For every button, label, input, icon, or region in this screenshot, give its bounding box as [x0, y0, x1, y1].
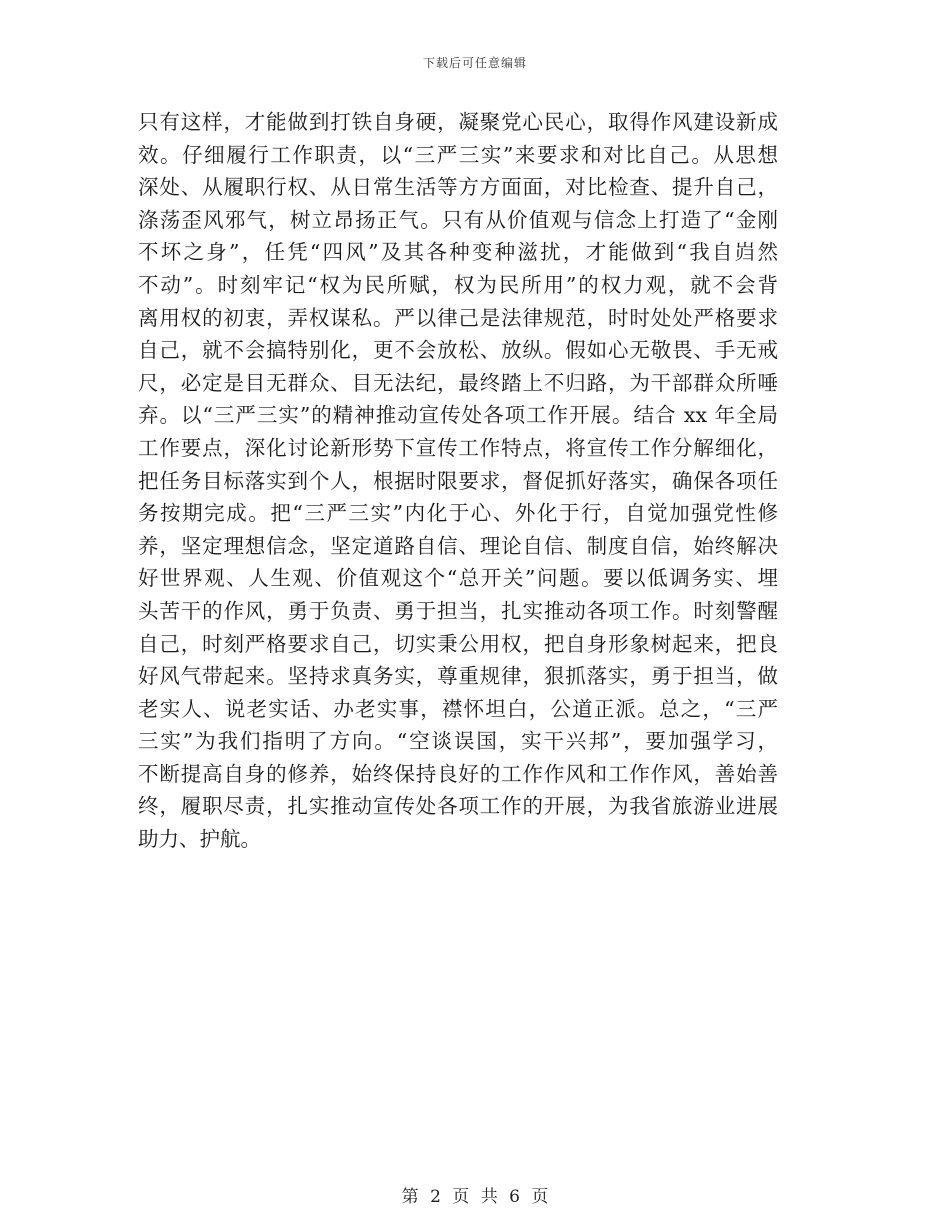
text-line: 不断提高自身的修养，始终保持良好的工作作风和工作作风，善始善 — [138, 761, 778, 786]
text-line: 自己，时刻严格要求自己，切实秉公用权，把自身形象树起来，把良 — [138, 631, 778, 656]
text-line: 工作要点，深化讨论新形势下宣传工作特点，将宣传工作分解细化， — [138, 435, 778, 460]
page-header: 下载后可任意编辑 — [422, 56, 527, 70]
text-line: 自己，就不会搞特别化，更不会放松、放纵。假如心无敬畏、手无戒 — [138, 338, 778, 363]
text-line: 不坏之身”，任凭“四风”及其各种变种滋扰，才能做到“我自岿然 — [138, 240, 778, 265]
text-line: 好世界观、人生观、价值观这个“总开关”问题。要以低调务实、埋 — [138, 566, 778, 591]
text-line: 助力、护航。 — [138, 827, 261, 852]
text-line: 老实人、说老实话、办老实事，襟怀坦白，公道正派。总之，“三严 — [138, 696, 778, 721]
text-line: 深处、从履职行权、从日常生活等方方面面，对比检查、提升自己， — [138, 175, 778, 200]
text-line: 把任务目标落实到个人，根据时限要求，督促抓好落实，确保各项任 — [138, 468, 778, 493]
body-paragraph — [138, 106, 778, 856]
text-line: 只有这样，才能做到打铁自身硬，凝聚党心民心，取得作风建设新成 — [138, 110, 778, 134]
text-line: 弃。以“三严三实”的精神推动宣传处各项工作开展。结合 xx 年全局 — [138, 403, 778, 428]
text-line: 三实”为我们指明了方向。“空谈误国，实干兴邦”，要加强学习， — [138, 729, 778, 754]
text-line: 涤荡歪风邪气，树立昂扬正气。只有从价值观与信念上打造了“金刚 — [138, 207, 778, 232]
text-line: 好风气带起来。坚持求真务实，尊重规律，狠抓落实，勇于担当，做 — [138, 664, 778, 689]
text-line: 不动”。时刻牢记“权为民所赋，权为民所用”的权力观，就不会背 — [138, 272, 778, 297]
text-line: 效。仔细履行工作职责，以“三严三实”来要求和对比自己。从思想 — [138, 142, 778, 167]
text-line: 尺，必定是目无群众、目无法纪，最终踏上不归路，为干部群众所唾 — [138, 370, 778, 395]
page-number: 第 2 页 共 6 页 — [401, 1187, 549, 1207]
text-line: 务按期完成。把“三严三实”内化于心、外化于行，自觉加强党性修 — [138, 501, 778, 526]
text-line: 头苦干的作风，勇于负责、勇于担当，扎实推动各项工作。时刻警醒 — [138, 598, 778, 623]
text-line: 养，坚定理想信念，坚定道路自信、理论自信、制度自信，始终解决 — [138, 533, 778, 558]
text-line: 终，履职尽责，扎实推动宣传处各项工作的开展，为我省旅游业进展 — [138, 794, 778, 819]
text-line: 离用权的初衷，弄权谋私。严以律己是法律规范，时时处处严格要求 — [138, 305, 778, 330]
